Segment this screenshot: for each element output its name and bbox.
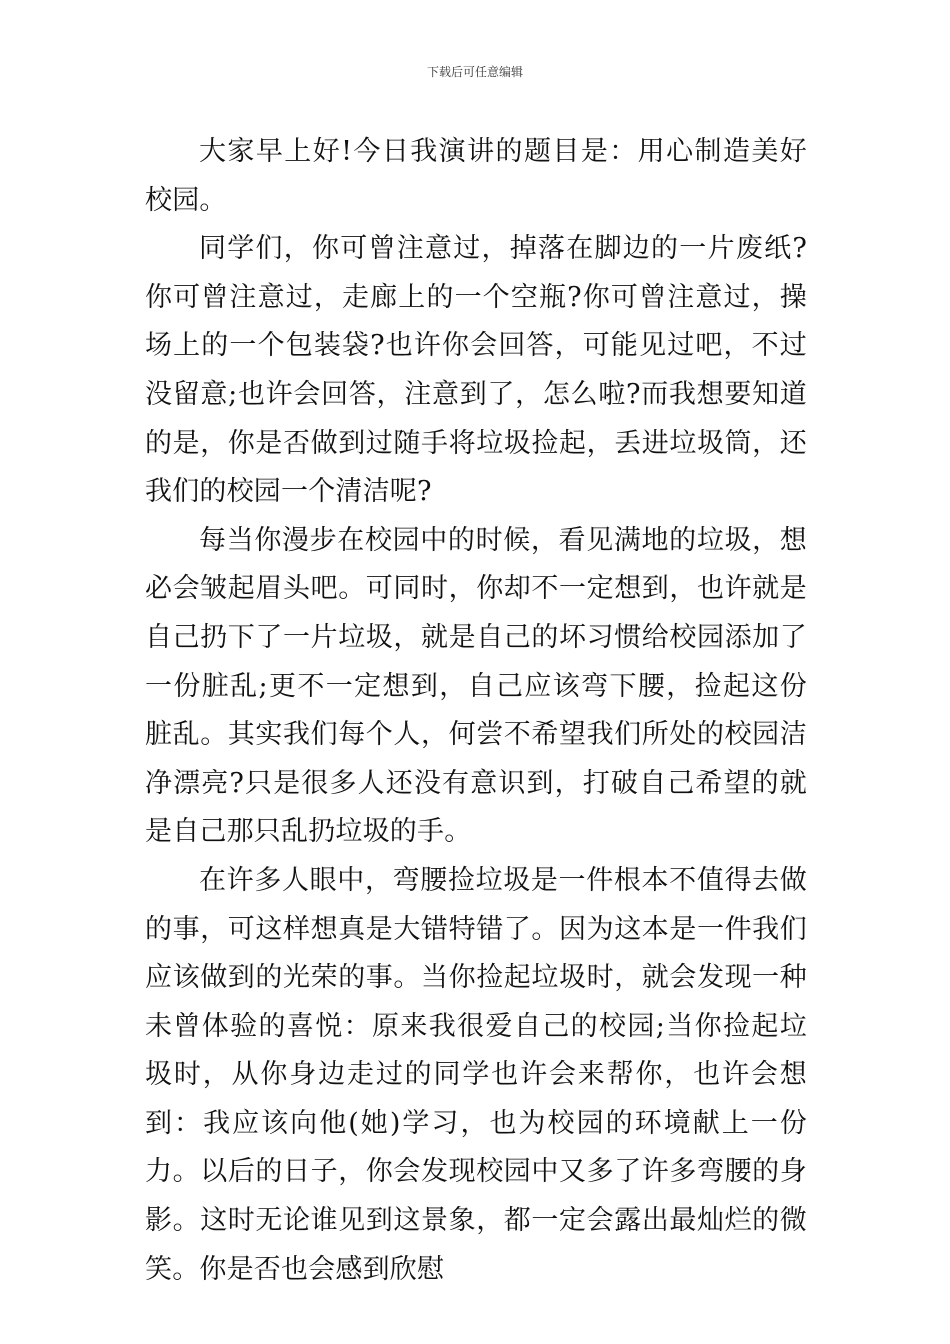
page-header-note: 下载后可任意编辑 — [426, 65, 523, 79]
document-body — [145, 128, 807, 1294]
paragraph-question: 同学们，你可曾注意过，掉落在脚边的一片废纸?你可曾注意过，走廊上的一个空瓶?你可曾注意过，操场上的一个包装袋?也许你会回答，可能见过吧，不过没留意;也许会回答，注意到了，怎么啦?而我想要知道的是，你是否做到过随手将垃圾捡起，丢进垃圾筒，还我们的校园一个清洁呢? — [145, 233, 807, 508]
paragraph-greeting: 大家早上好!今日我演讲的题目是：用心制造美好校园。 — [145, 136, 807, 216]
paragraph-honor: 在许多人眼中，弯腰捡垃圾是一件根本不值得去做的事，可这样想真是大错特错了。因为这本是一件我们应该做到的光荣的事。当你捡起垃圾时，就会发现一种未曾体验的喜悦：原来我很爱自己的校园;当你捡起垃圾时，从你身边走过的同学也许会来帮你，也许会想到：我应该向他(她)学习，也为校园的环境献上一份力。以后的日子，你会发现校园中又多了许多弯腰的身影。这时无论谁见到这景象，都一定会露出最灿烂的微笑。你是否也会感到欣慰 — [145, 864, 807, 1285]
paragraph-walk: 每当你漫步在校园中的时候，看见满地的垃圾，想必会皱起眉头吧。可同时，你却不一定想到，也许就是自己扔下了一片垃圾，就是自己的坏习惯给校园添加了一份脏乱;更不一定想到，自己应该弯下腰，捡起这份脏乱。其实我们每个人，何尝不希望我们所处的校园洁净漂亮?只是很多人还没有意识到，打破自己希望的就是自己那只乱扔垃圾的手。 — [145, 524, 807, 848]
